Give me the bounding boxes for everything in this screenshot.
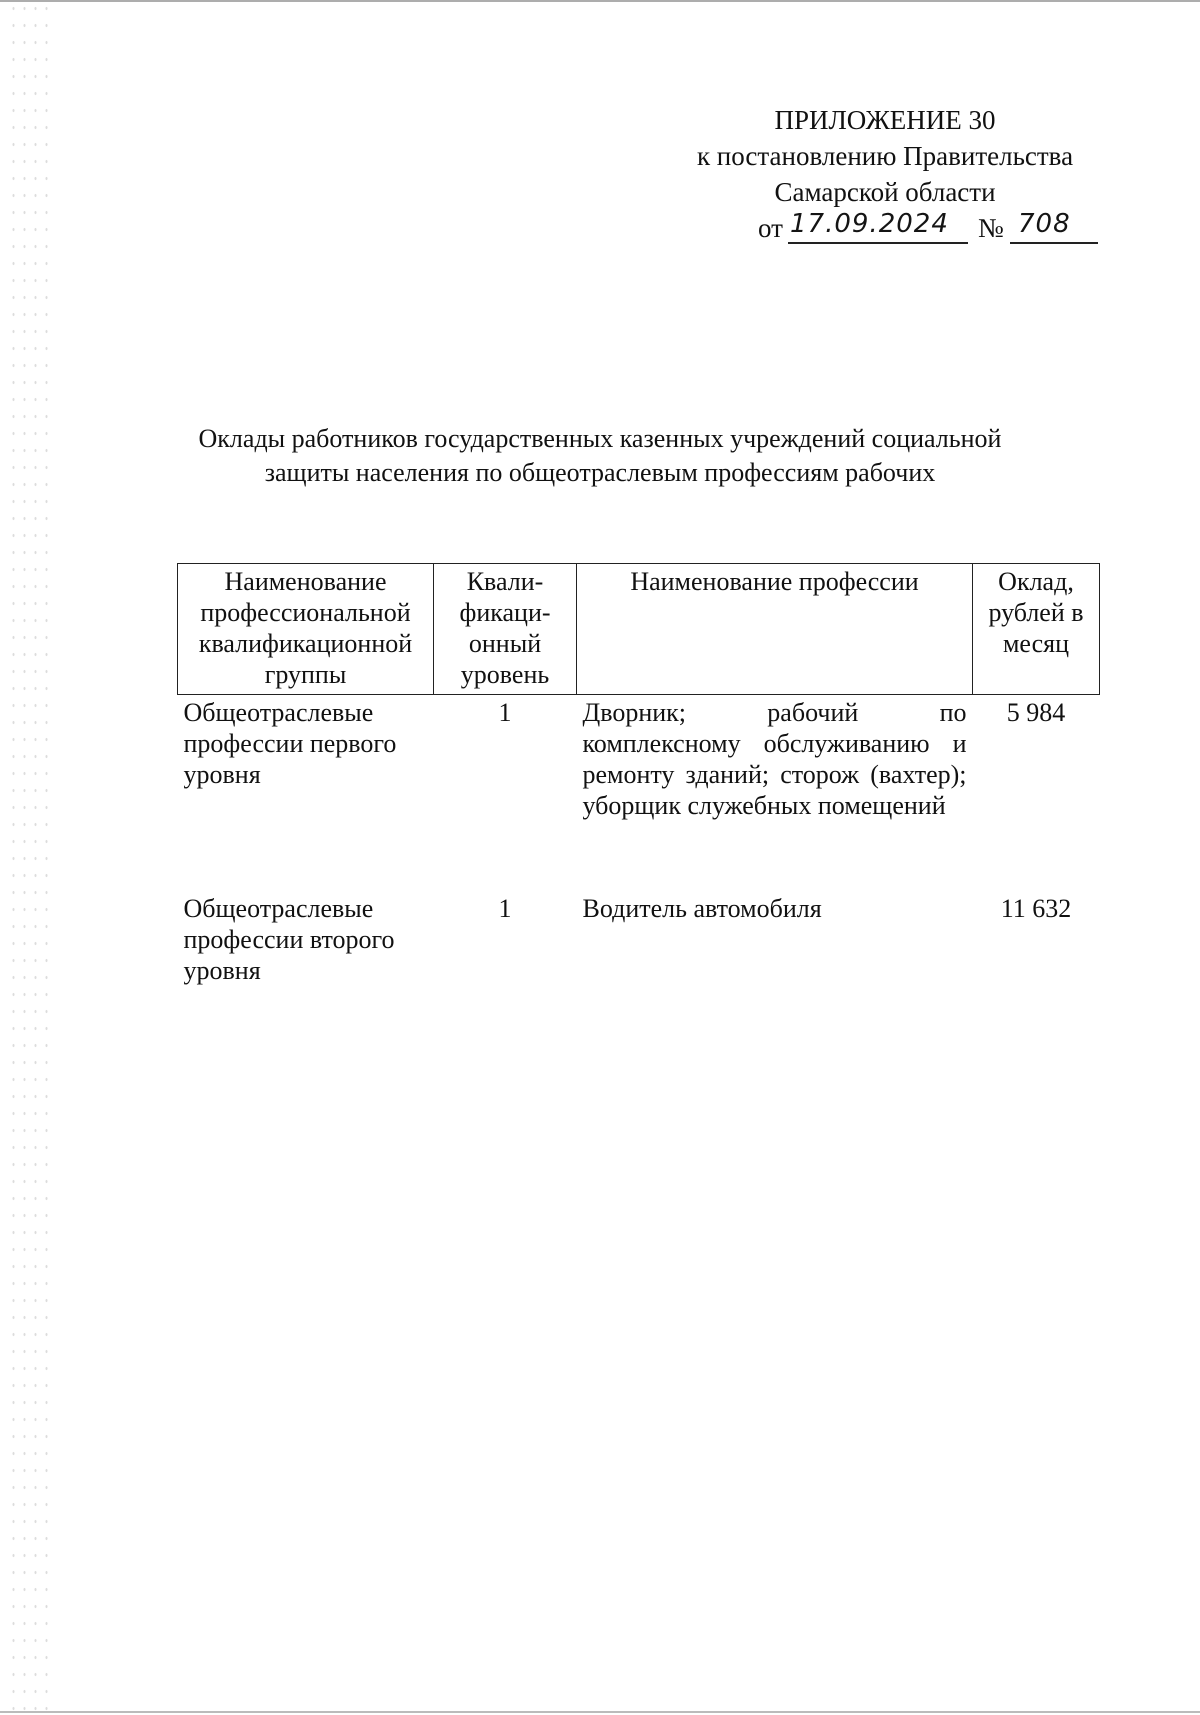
document-title-line-1: Оклады работников государственных казенных учреждений социальной	[198, 424, 1002, 453]
date-underline	[788, 242, 968, 244]
cell-group: Общеотраслевые профессии первого уровня	[183, 698, 397, 789]
document-title	[140, 422, 1060, 490]
table-row	[178, 893, 1100, 993]
cell-salary: 11 632	[1000, 894, 1072, 923]
date-prefix: от	[758, 213, 783, 243]
cell-salary: 5 984	[1006, 698, 1066, 727]
handwritten-date: 17.09.2024	[790, 209, 949, 239]
document-title-line-2: защиты населения по общеотраслевым профессиям рабочих	[264, 458, 936, 487]
table-row	[178, 695, 1100, 894]
cell-profession: Водитель автомобиля	[582, 894, 822, 923]
salary-table	[177, 563, 1100, 993]
appendix-title: ПРИЛОЖЕНИЕ 30	[774, 105, 996, 135]
cell-level: 1	[498, 894, 512, 923]
header-profession: Наименование профессии	[577, 564, 973, 695]
table-header-row	[178, 564, 1100, 695]
number-prefix: №	[978, 213, 1004, 243]
appendix-line-2: Самарской области	[774, 177, 996, 207]
header-group: Наименование профессиональной квалификационной группы	[178, 564, 434, 695]
appendix-header	[660, 102, 1110, 250]
scan-border-bottom	[0, 1711, 1200, 1713]
date-number-row	[660, 210, 1110, 250]
scan-noise-left	[8, 0, 48, 1715]
cell-profession: Дворник; рабочий по комплексному обслуживанию и ремонту зданий; сторож (вахтер); уборщик служебных помещений	[582, 698, 967, 820]
scan-border-top	[0, 0, 1200, 2]
handwritten-number: 708	[1018, 209, 1071, 239]
header-level: Квали-фикаци-онный уровень	[434, 564, 577, 695]
cell-group: Общеотраслевые профессии второго уровня	[183, 894, 395, 985]
cell-level: 1	[498, 698, 512, 727]
header-salary: Оклад, рублей в месяц	[973, 564, 1100, 695]
appendix-line-1: к постановлению Правительства	[696, 141, 1074, 171]
number-underline	[1010, 242, 1098, 244]
